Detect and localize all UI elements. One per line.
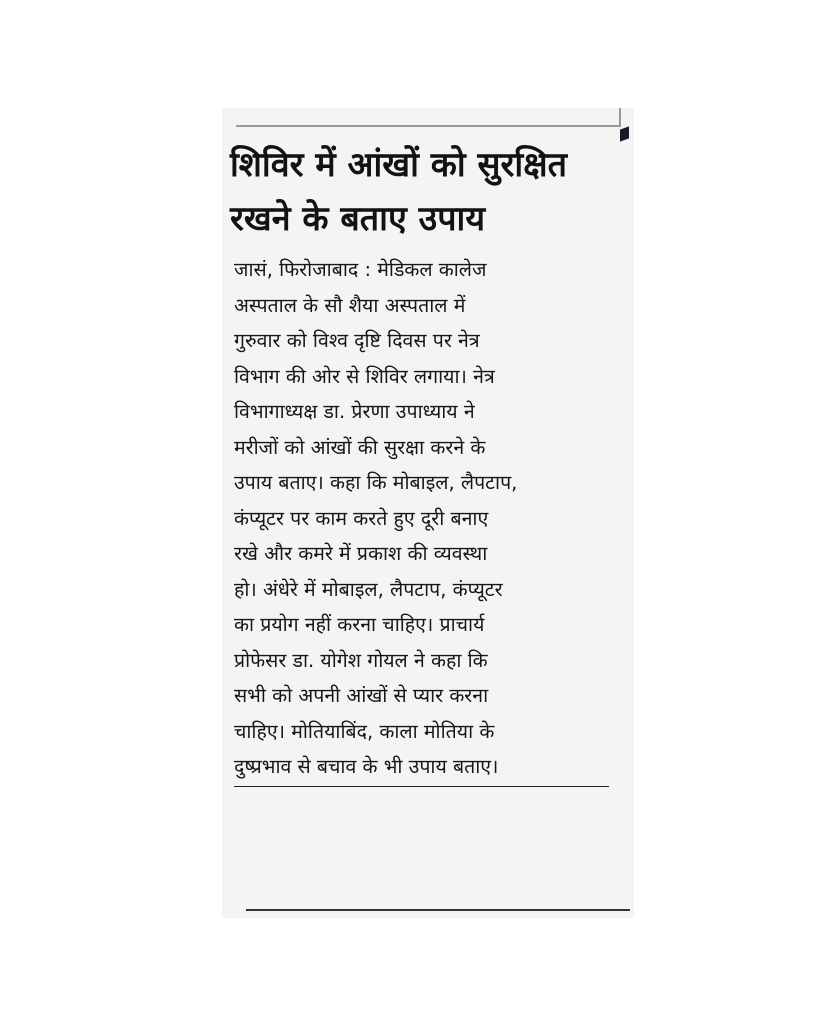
body-line-14: चाहिए। मोतियाबिंद, काला मोतिया के xyxy=(234,719,495,743)
body-line-10: हो। अंधेरे में मोबाइल, लैपटाप, कंप्यूटर xyxy=(234,577,503,601)
body-line-11: का प्रयोग नहीं करना चाहिए। प्राचार्य xyxy=(234,613,485,636)
body-line-8: कंप्यूटर पर काम करते हुए दूरी बनाए xyxy=(234,506,489,530)
top-rule xyxy=(236,125,621,127)
headline-line-1: शिविर में आंखों को सुरक्षित xyxy=(230,145,567,185)
body-line-13: सभी को अपनी आंखों से प्यार करना xyxy=(234,684,489,707)
body-line-3: गुरुवार को विश्व दृष्टि दिवस पर नेत्र xyxy=(234,329,480,352)
body-line-12: प्रोफेसर डा. योगेश गोयल ने कहा कि xyxy=(234,648,488,672)
headline-line-2: रखने के बताए उपाय xyxy=(230,199,486,239)
top-rule-tick xyxy=(619,108,621,127)
body-line-9: रखे और कमरे में प्रकाश की व्यवस्था xyxy=(234,542,488,565)
headline xyxy=(230,138,620,246)
bottom-rule xyxy=(246,909,630,911)
body-line-2: अस्पताल के सौ शैया अस्पताल में xyxy=(234,293,466,317)
body-line-7: उपाय बताए। कहा कि मोबाइल, लैपटाप, xyxy=(234,471,518,494)
body-line-15: दुष्प्रभाव से बचाव के भी उपाय बताए। xyxy=(234,749,609,787)
body-line-4: विभाग की ओर से शिविर लगाया। नेत्र xyxy=(234,364,495,388)
body-line-5: विभागाध्यक्ष डा. प्रेरणा उपाध्याय ने xyxy=(234,400,475,423)
body-line-1: जासं, फिरोजाबाद : मेडिकल कालेज xyxy=(234,258,487,281)
body-line-6: मरीजों को आंखों की सुरक्षा करने के xyxy=(234,435,486,459)
article-body xyxy=(234,252,609,787)
